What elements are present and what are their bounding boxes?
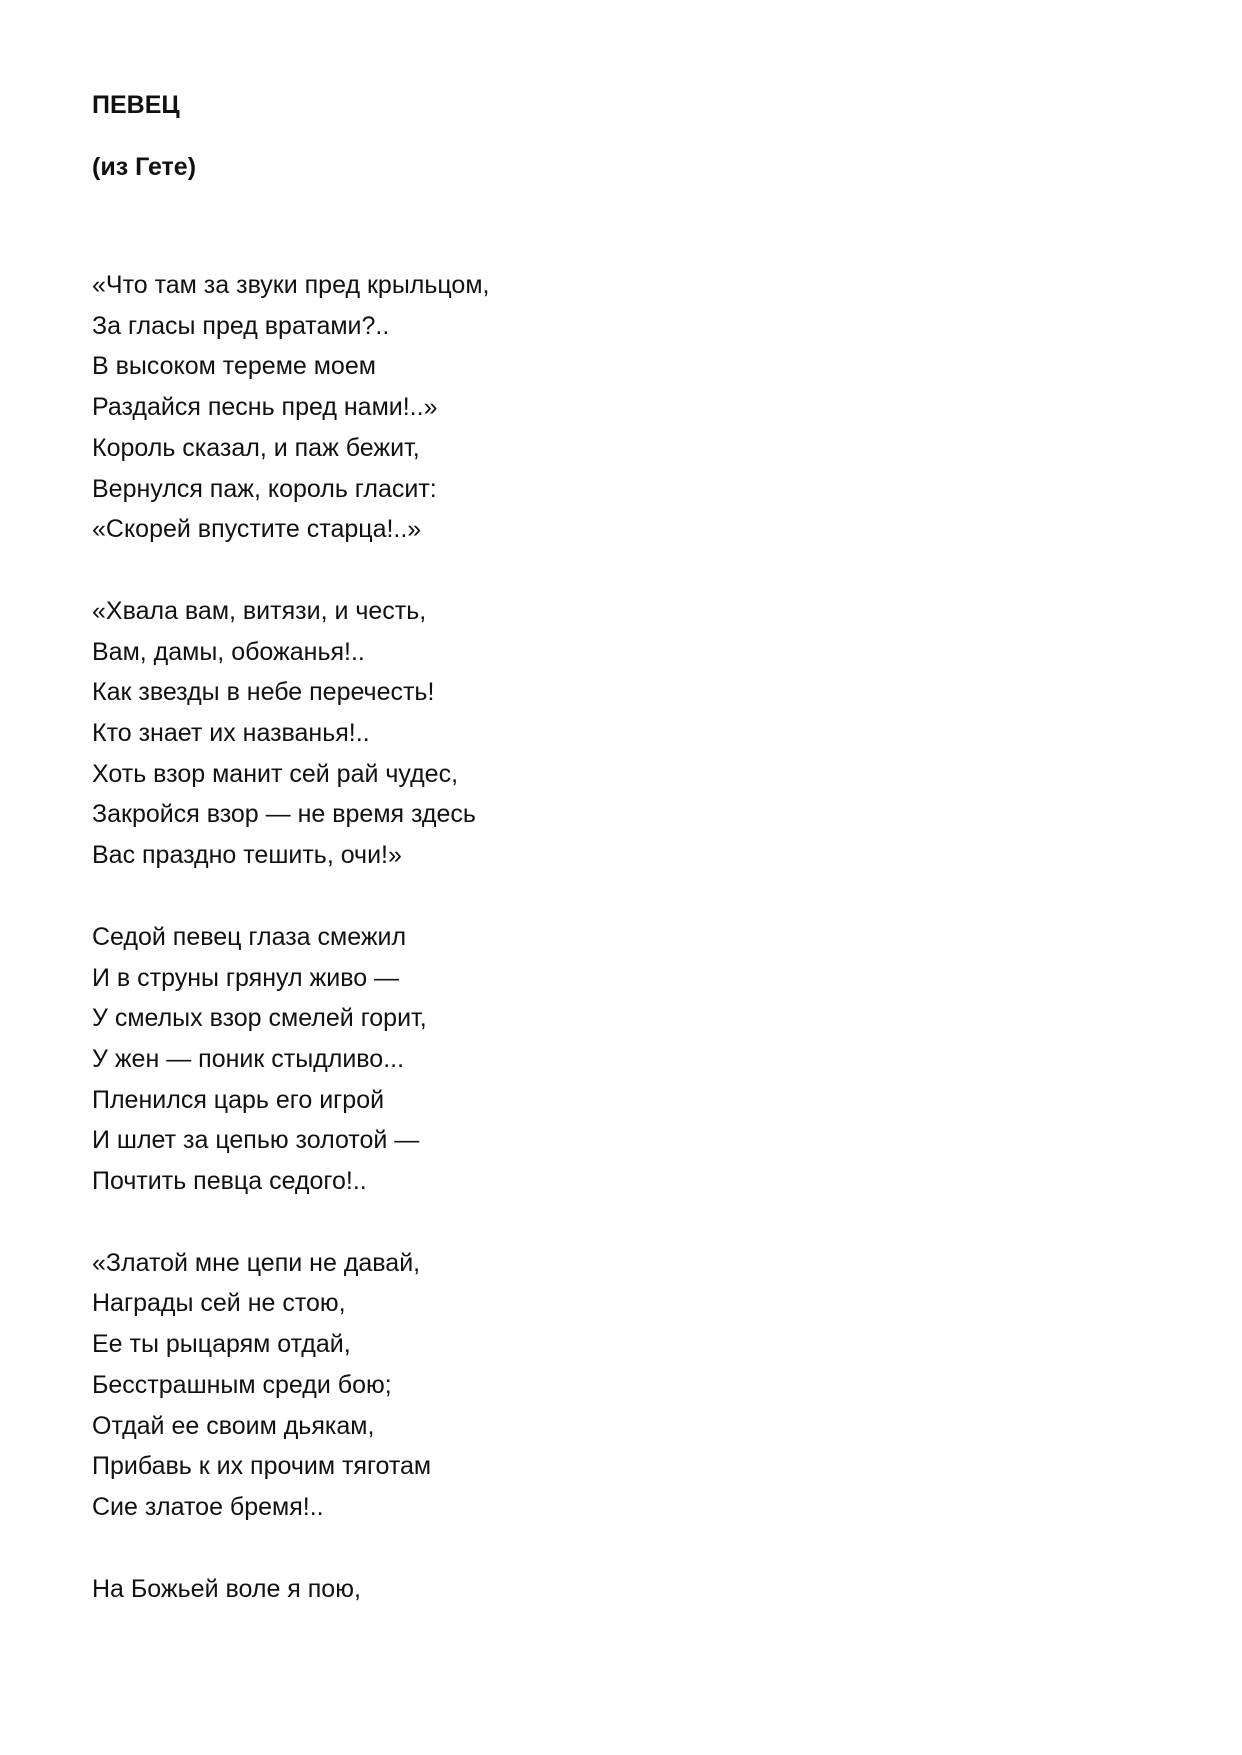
poem-line: Закройся взор — не время здесь bbox=[92, 800, 476, 829]
stanza-3 bbox=[92, 917, 1152, 1202]
poem-line: И шлет за цепью золотой — bbox=[92, 1126, 420, 1155]
poem-line: Хоть взор манит сей рай чудес, bbox=[92, 759, 459, 788]
poem-line: Король сказал, и паж бежит, bbox=[92, 433, 420, 462]
poem-line: «Хвала вам, витязи, и честь, bbox=[92, 596, 427, 625]
poem-body bbox=[92, 265, 1152, 1650]
stanza-4 bbox=[92, 1243, 1152, 1528]
poem-line: «Златой мне цепи не давай, bbox=[92, 1248, 421, 1277]
poem-line: Бесстрашным среди бою; bbox=[92, 1370, 392, 1399]
poem-title: ПЕВЕЦ bbox=[92, 91, 180, 119]
poem-line: Сие златое бремя!.. bbox=[92, 1492, 324, 1521]
poem-line: В высоком тереме моем bbox=[92, 352, 376, 381]
poem-line: Как звезды в небе перечесть! bbox=[92, 678, 435, 707]
poem-line: Отдай ее своим дьякам, bbox=[92, 1411, 375, 1440]
poem-line: Награды сей не стою, bbox=[92, 1289, 346, 1318]
poem-line: Вам, дамы, обожанья!.. bbox=[92, 637, 365, 666]
poem-line: «Скорей впустите старца!..» bbox=[92, 515, 422, 544]
poem-line: Вас праздно тешить, очи!» bbox=[92, 841, 402, 870]
poem-line: Прибавь к их прочим тяготам bbox=[92, 1452, 432, 1481]
poem-line: Кто знает их названья!.. bbox=[92, 719, 370, 748]
poem-line: Ее ты рыцарям отдай, bbox=[92, 1330, 351, 1359]
poem-line: Раздайся песнь пред нами!..» bbox=[92, 393, 438, 422]
stanza-1 bbox=[92, 265, 1152, 550]
poem-line: За гласы пред вратами?.. bbox=[92, 311, 390, 340]
poem-line: Вернулся паж, король гласит: bbox=[92, 474, 437, 503]
poem-line: У жен — поник стыдливо... bbox=[92, 1044, 405, 1073]
poem-subtitle: (из Гете) bbox=[92, 153, 197, 181]
poem-line: Седой певец глаза смежил bbox=[92, 922, 407, 951]
poem-line: Пленился царь его игрой bbox=[92, 1085, 385, 1114]
poem-line: Почтить певца седого!.. bbox=[92, 1167, 367, 1196]
poem-line: И в струны грянул живо — bbox=[92, 963, 400, 992]
poem-line: На Божьей воле я пою, bbox=[92, 1574, 361, 1603]
stanza-2 bbox=[92, 591, 1152, 876]
poem-line: У смелых взор смелей горит, bbox=[92, 1004, 427, 1033]
poem-line: «Что там за звуки пред крыльцом, bbox=[92, 271, 490, 299]
stanza-5 bbox=[92, 1569, 1152, 1610]
